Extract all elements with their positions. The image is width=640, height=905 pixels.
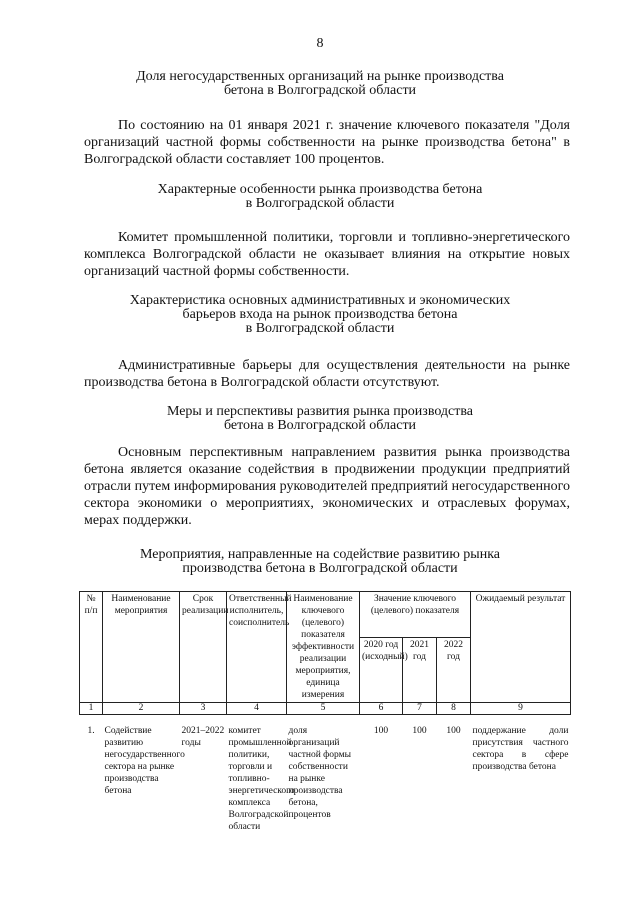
header-2022: 2022 год — [437, 638, 471, 703]
column-number: 7 — [403, 703, 437, 715]
heading-line: бетона в Волгоградской области — [223, 83, 417, 98]
heading-line: в Волгоградской области — [245, 321, 395, 336]
section-heading-market-features — [60, 183, 580, 211]
heading-line: производства бетона в Волгоградской области — [182, 561, 458, 576]
cell-value-2020: 100 — [373, 726, 389, 736]
cell-num: 1. — [87, 726, 95, 736]
paragraph-barriers — [84, 357, 570, 391]
cell-responsible: комитет промышленной политики, торговли и топливно-энергетического комплекса Волгоградской области — [228, 726, 295, 832]
measures-table — [79, 591, 570, 834]
cell-name: Содействие развитию негосударственного сектора на рынке производства бетона — [104, 726, 185, 796]
heading-line: Доля негосударственных организаций на рынке производства — [136, 69, 504, 84]
section-heading-barriers — [60, 294, 580, 336]
header-indicator: Наименование ключевого (целевого) показателя эффективности реализации мероприятия, единица измерения — [287, 592, 360, 703]
paragraph-market-share — [84, 117, 570, 168]
paragraph-text: Комитет промышленной политики, торговли и топливно-энергетического комплекса Волгоградской области не оказывает влияния на открытие новых организаций частной формы собственности. — [84, 230, 570, 279]
heading-line: барьеров входа на рынок производства бетона — [182, 307, 458, 322]
paragraph-text: Основным перспективным направлением развития рынка производства бетона является оказание содействия в продвижении продукции предприятий отрасли путем информирования руководителей предприятий негосударственного сектора экономики о мероприятиях, экономических и отраслевых форумах, мерах поддержки. — [84, 445, 570, 528]
header-term: Срок реализации — [180, 592, 227, 703]
column-number: 9 — [471, 703, 571, 715]
header-2021: 2021 год — [403, 638, 437, 703]
table-row — [80, 715, 571, 835]
column-number: 2 — [103, 703, 180, 715]
paragraph-market-features — [84, 229, 570, 280]
header-responsible: Ответственный исполнитель, соисполнитель — [227, 592, 287, 703]
header-num: № п/п — [80, 592, 103, 703]
cell-value-2021: 100 — [412, 726, 427, 736]
heading-line: Мероприятия, направленные на содействие развитию рынка — [139, 547, 501, 562]
column-number: 3 — [180, 703, 227, 715]
heading-line: бетона в Волгоградской области — [223, 418, 417, 433]
heading-line: Характерные особенности рынка производства бетона — [157, 182, 483, 197]
cell-term: 2021–2022 годы — [181, 726, 225, 748]
measures-table-grid — [79, 591, 571, 834]
column-number: 8 — [437, 703, 471, 715]
column-number: 1 — [80, 703, 103, 715]
column-number: 5 — [287, 703, 360, 715]
header-2020: 2020 год (исходный) — [360, 638, 403, 703]
header-values: Значение ключевого (целевого) показателя — [360, 592, 471, 638]
header-name: Наименование мероприятия — [103, 592, 180, 703]
cell-result: поддержание доли присутствия частного сектора в сфере производства бетона — [472, 726, 569, 772]
paragraph-text: Административные барьеры для осуществления деятельности на рынке производства бетона в Волгоградской области отсутствуют. — [84, 358, 570, 390]
column-number: 6 — [360, 703, 403, 715]
column-number: 4 — [227, 703, 287, 715]
heading-line: Характеристика основных административных и экономических — [129, 293, 511, 308]
paragraph-measures — [84, 444, 570, 529]
cell-value-2022: 100 — [446, 726, 461, 736]
section-heading-market-share — [60, 70, 580, 98]
heading-line: Меры и перспективы развития рынка производства — [166, 404, 474, 419]
table-heading — [60, 548, 580, 576]
header-result: Ожидаемый результат — [471, 592, 571, 703]
page-number: 8 — [316, 36, 324, 51]
section-heading-measures — [60, 405, 580, 433]
cell-indicator: доля организаций частной формы собственности на рынке производства бетона, процентов — [288, 726, 352, 820]
paragraph-text: По состоянию на 01 января 2021 г. значение ключевого показателя "Доля организаций частной формы собственности на рынке производства бетона" в Волгоградской области составляет 100 процентов. — [84, 118, 570, 167]
heading-line: в Волгоградской области — [245, 196, 395, 211]
